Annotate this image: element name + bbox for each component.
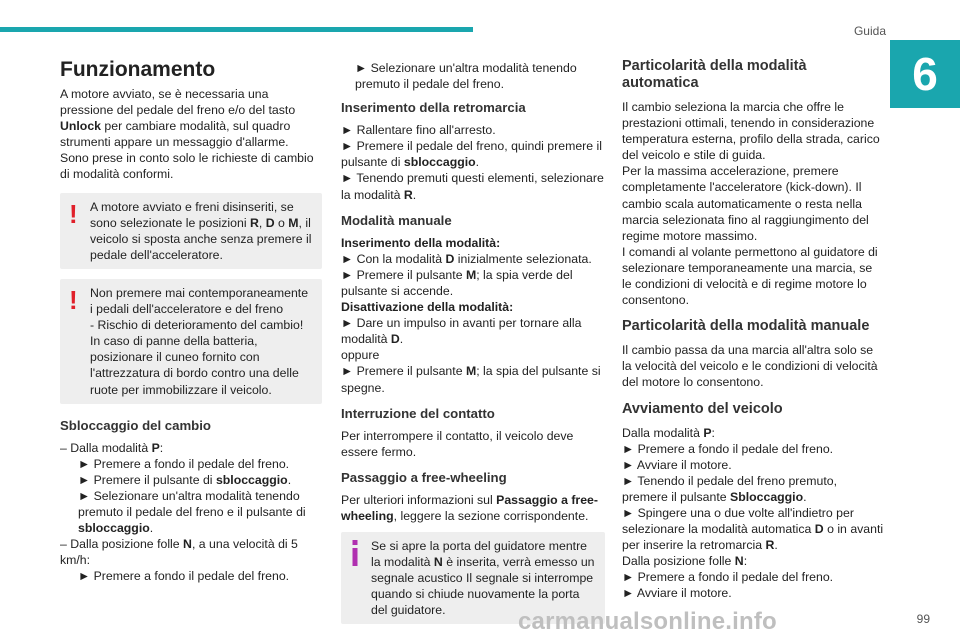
list-item: ► Premere il pulsante M; la spia verde del pulsante si accende. <box>341 267 573 298</box>
section-name: Guida <box>853 24 886 38</box>
heading-reverse: Inserimento della retromarcia <box>341 100 526 116</box>
list-item: – Dalla posizione folle N, a una velocità di 5 km/h: <box>60 537 298 568</box>
list-item: ► Selezionare un'altra modalità tenendo premuto il pedale del freno e il pulsante di sbloccaggio. <box>78 488 306 536</box>
paragraph: Per ulteriori informazioni sul Passaggio a free-wheeling, leggere la sezione corrispondente. <box>341 492 598 523</box>
list-item: ► Premere a fondo il pedale del freno. <box>78 569 290 584</box>
header-accent-bar <box>0 27 473 32</box>
list-item: ► Tenendo il pedale del freno premuto, premere il pulsante Sbloccaggio. <box>622 473 837 504</box>
list-item: ► Avviare il motore. <box>622 586 732 601</box>
chapter-number: 6 <box>890 40 960 108</box>
list-item: ► Spingere una o due volte all'indietro per selezionare la modalità automatica D o in avanti per inserire la retromarcia R. <box>622 505 884 553</box>
list-item: ► Premere a fondo il pedale del freno. <box>622 570 834 585</box>
list-item: ► Rallentare fino all'arresto. <box>341 123 496 138</box>
exclamation-icon: ! <box>69 198 78 229</box>
heading-free-wheeling: Passaggio a free-wheeling <box>341 469 507 485</box>
column-2 <box>341 60 605 624</box>
intro-paragraph: A motore avviato, se è necessaria una pressione del pedale del freno e/o del tasto Unlock per cambiare modalità, sul quadro strumenti appare un messaggio d'allarme. <box>60 87 296 150</box>
list-item: ► Selezionare un'altra modalità tenendo premuto il pedale del freno. <box>355 61 577 92</box>
warning-box-2 <box>60 279 322 404</box>
info-icon <box>350 540 360 566</box>
column-1 <box>60 58 322 584</box>
page-number: 99 <box>916 612 930 626</box>
subheading: Inserimento della modalità: <box>341 235 501 250</box>
list-item: ► Con la modalità D inizialmente selezionata. <box>341 251 592 266</box>
heading-unlock: Sbloccaggio del cambio <box>60 417 211 433</box>
list-item: ► Premere il pedale del freno, quindi premere il pulsante di sbloccaggio. <box>341 139 602 170</box>
list-item: ► Premere a fondo il pedale del freno. <box>78 456 290 471</box>
warning-text: - Rischio di deterioramento del cambio! <box>90 318 304 333</box>
watermark: carmanualsonline.info <box>518 608 777 635</box>
list-item: – Dalla modalità P: <box>60 440 164 455</box>
page-title: Funzionamento <box>60 58 216 81</box>
heading-manual-mode: Modalità manuale <box>341 212 452 228</box>
subheading: Disattivazione della modalità: <box>341 300 514 315</box>
warning-box-1: ! A motore avviato e freni disinseriti, se sono selezionate le posizioni R, D o M, il veicolo si sposta anche senza premere il pedale dell'acceleratore. <box>60 193 322 269</box>
warning-text: Non premere mai contemporaneamente i pedali dell'acceleratore e del freno <box>90 285 309 317</box>
list-item: oppure <box>341 348 380 363</box>
paragraph: Per la massima accelerazione, premere completamente l'acceleratore (kick-down). Il cambio scala automaticamente o resta nella marcia selezionata fino al raggiungimento del regime motore massimo. <box>622 164 869 243</box>
heading-manual-particularity: Particolarità della modalità manuale <box>622 318 870 335</box>
list-item: Dalla modalità P: <box>622 425 715 440</box>
list-item: ► Tenendo premuti questi elementi, selezionare la modalità R. <box>341 171 604 202</box>
heading-automatic-mode: Particolarità della modalità automatica <box>622 58 807 91</box>
paragraph: I comandi al volante permettono al guidatore di selezionare temporaneamente una marcia, se le condizioni di velocità e di regime motore lo consentono. <box>622 244 878 308</box>
paragraph: Il cambio passa da una marcia all'altra solo se la velocità del veicolo e le condizioni di velocità del motore lo consentono. <box>622 343 878 390</box>
list-item: ► Premere il pulsante di sbloccaggio. <box>78 472 292 487</box>
list-item: ► Premere il pulsante M; la spia del pulsante si spegne. <box>341 364 601 395</box>
exclamation-icon: ! <box>69 284 78 315</box>
list-item: ► Avviare il motore. <box>622 457 732 472</box>
list-item: Dalla posizione folle N: <box>622 554 748 569</box>
list-item: ► Premere a fondo il pedale del freno. <box>622 441 834 456</box>
list-item: ► Dare un impulso in avanti per tornare alla modalità D. <box>341 316 582 347</box>
column-3 <box>622 58 884 602</box>
heading-ignition-off: Interruzione del contatto <box>341 405 495 421</box>
warning-text: In caso di panne della batteria, posizionare il cuneo fornito con l'attrezzatura di bordo contro una delle ruote per immobilizzare il veicolo. <box>90 334 299 397</box>
info-box: Se si apre la porta del guidatore mentre la modalità N è inserita, verrà emesso un segnale acustico Il segnale si interrompe quando si chiude nuovamente la porta del guidatore. <box>341 532 605 624</box>
heading-vehicle-start: Avviamento del veicolo <box>622 400 783 417</box>
paragraph: Per interrompere il contatto, il veicolo deve essere fermo. <box>341 428 574 459</box>
intro-paragraph-2: Sono prese in conto solo le richieste di cambio di modalità conformi. <box>60 151 314 182</box>
paragraph: Il cambio seleziona la marcia che offre le prestazioni ottimali, tenendo in considerazione temperatura esterna, profilo della strada, carico del veicolo e stile di guida. <box>622 100 880 163</box>
